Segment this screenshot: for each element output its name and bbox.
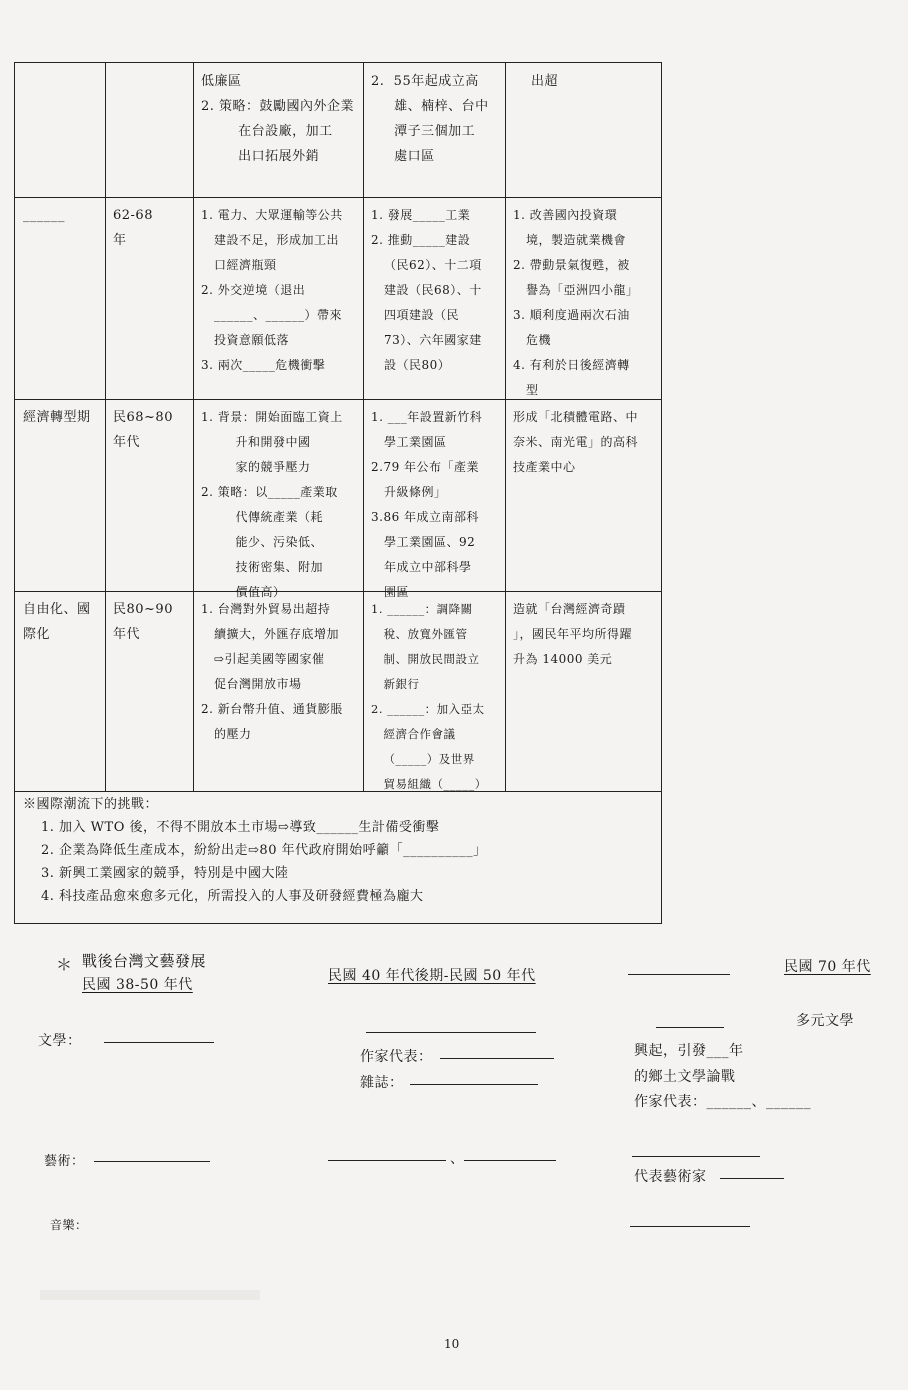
star-mark: ＊ [56, 955, 73, 974]
challenge-item: 1. 加入 WTO 後，不得不開放本土市場⇨導致______生計備受衝擊 [41, 820, 440, 835]
background-cell: 低廉區 2. 策略：鼓勵國內外企業 在台設廠，加工 出口拓展外銷 [201, 74, 355, 164]
period-cell: ______ [23, 208, 65, 223]
challenge-item: 4. 科技產品愈來愈多元化，所需投入的人事及研發經費極為龐大 [41, 889, 424, 904]
author-rep-2: 作家代表：______、______ [634, 1094, 811, 1110]
blank-line [720, 1178, 784, 1179]
background-cell: 1. 電力、大眾運輸等公共 建設不足，形成加工出 口經濟瓶頸 2. 外交逆境（退出 ______、______）帶來 投資意願低落 3. 兩次_____危機衝擊 [201, 208, 343, 372]
period-cell [15, 63, 105, 197]
art-label: 藝術： [44, 1154, 85, 1169]
multi-literature-label: 多元文學 [796, 1013, 854, 1029]
blank-line [328, 1160, 446, 1161]
background-cell: 1. 台灣對外貿易出超持 續擴大，外匯存底增加 ⇨引起美國等國家催 促台灣開放市場 2. 新台幣升值、通貨膨脹 的壓力 [201, 602, 343, 741]
economy-table [14, 62, 662, 924]
measures-cell: 1. ______：調降關 稅、放寬外匯管 制、開放民間設立 新銀行 2. ______：加入亞太 經濟合作會議 （_____）及世界 貿易組織（_____） [371, 602, 487, 791]
section-title: 戰後台灣文藝發展 [82, 952, 207, 970]
blank-line [464, 1160, 556, 1161]
blank-line [104, 1042, 214, 1043]
literature-label: 文學： [38, 1033, 82, 1049]
author-rep-label: 作家代表： [360, 1049, 433, 1065]
impact-cell: 出超 [531, 74, 559, 89]
impact-cell: 形成「北積體電路、中 奈米、南光電」的高科 技產業中心 [513, 410, 639, 474]
blank-line [656, 1027, 724, 1028]
challenges-box [23, 793, 653, 908]
measures-cell: 1. ___年設置新竹科 學工業園區 2.79 年公布「產業 升級條例」 3.86 年成立南部科 學工業園區、92 年成立中部科學 園區 [371, 410, 483, 599]
art-rep-label: 代表藝術家 [634, 1169, 707, 1185]
impact-cell: 1. 改善國內投資環 境，製造就業機會 2. 帶動景氣復甦，被 譽為「亞洲四小龍」 3. 順利度過兩次石油 危機 4. 有利於日後經濟轉 型 [513, 208, 639, 397]
measures-cell: 1. 發展_____工業 2. 推動_____建設 （民62）、十二項 建設（民68）、十 四項建設（民 73）、六年國家建 設（民80） [371, 208, 482, 372]
years-cell [105, 63, 193, 197]
separator: 、 [450, 1151, 465, 1167]
debate-line: 的鄉土文學論戰 [634, 1069, 736, 1085]
row-divider [15, 791, 661, 792]
col4-heading: 民國 70 年代 [784, 959, 871, 975]
measures-cell: 2. 55年起成立高 雄、楠梓、台中 潭子三個加工 處口區 [371, 74, 489, 164]
blank-line [440, 1058, 554, 1059]
music-label: 音樂： [50, 1218, 88, 1232]
blank-line [410, 1084, 538, 1085]
bleed-through [40, 1290, 260, 1300]
years-cell: 民80~90 年代 [113, 602, 173, 642]
rise-line: 興起，引發___年 [634, 1043, 744, 1059]
blank-line [630, 1226, 750, 1227]
impact-cell: 造就「台灣經濟奇蹟 」，國民年平均所得躍 升為 14000 美元 [513, 602, 633, 666]
col1-heading: 民國 38-50 年代 [82, 977, 193, 993]
background-cell: 1. 背景：開始面臨工資上 升和開發中國 家的競爭壓力 2. 策略：以_____產業取 代傳統產業（耗 能少、污染低、 技術密集、附加 價值高） [201, 410, 343, 599]
magazine-label: 雜誌： [360, 1075, 404, 1091]
years-cell: 62-68 年 [113, 208, 153, 248]
col2-heading: 民國 40 年代後期-民國 50 年代 [328, 968, 536, 984]
period-cell: 經濟轉型期 [23, 410, 91, 425]
blank-line [632, 1156, 760, 1157]
period-cell: 自由化、國 際化 [23, 602, 91, 642]
challenges-title: ※國際潮流下的挑戰： [23, 797, 159, 812]
challenge-item: 2. 企業為降低生產成本，紛紛出走⇨80 年代政府開始呼籲「__________」 [41, 843, 487, 858]
page-number: 10 [444, 1337, 460, 1351]
col3-heading-blank [628, 974, 730, 975]
blank-line [366, 1032, 536, 1033]
challenge-item: 3. 新興工業國家的競爭，特別是中國大陸 [41, 866, 289, 881]
blank-line [94, 1161, 210, 1162]
years-cell: 民68~80 年代 [113, 410, 173, 450]
